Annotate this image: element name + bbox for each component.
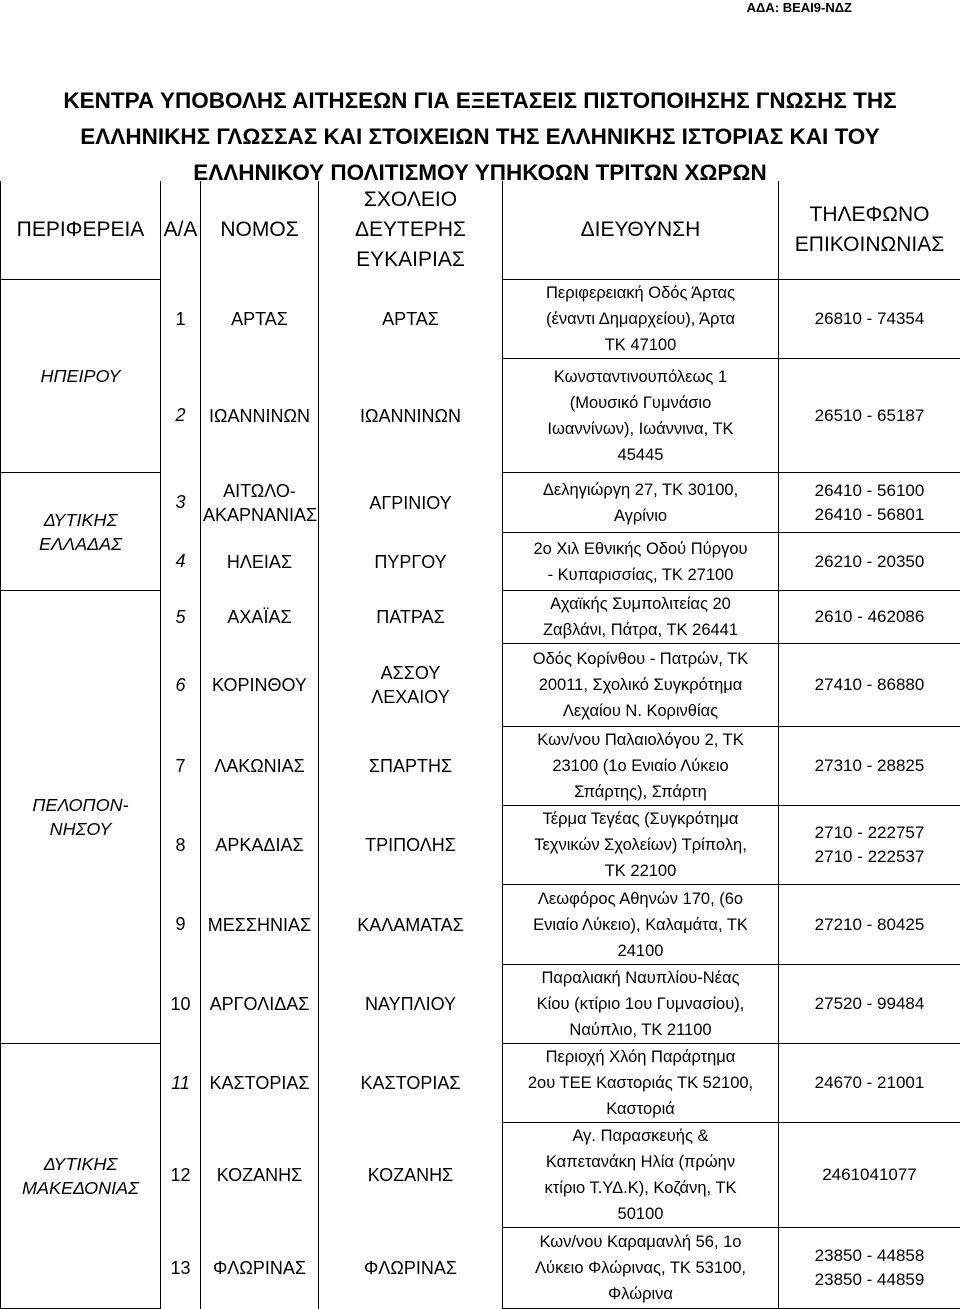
school-line: ΤΡΙΠΟΛΗΣ xyxy=(321,833,500,857)
header-nomos: ΝΟΜΟΣ xyxy=(201,181,319,280)
row-number: 9 xyxy=(161,885,201,965)
address-cell xyxy=(503,1228,779,1309)
address-cell xyxy=(503,644,779,727)
address-line: 45445 xyxy=(505,442,776,468)
header-phone-line: ΕΠΙΚΟΙΝΩΝΙΑΣ xyxy=(781,230,958,260)
phone-cell xyxy=(779,533,960,591)
phone-line: 27410 - 86880 xyxy=(781,673,958,697)
phone-cell xyxy=(779,1044,960,1123)
phone-line: 27520 - 99484 xyxy=(781,992,958,1016)
nomos-cell xyxy=(201,359,319,473)
school-line: ΚΟΖΑΝΗΣ xyxy=(321,1163,500,1187)
school-cell xyxy=(319,885,503,965)
address-line: κτίριο Τ.ΥΔ.Κ), Κοζάνη, ΤΚ xyxy=(505,1175,776,1201)
phone-line: 2710 - 222757 xyxy=(781,821,958,845)
header-school-line: ΕΥΚΑΙΡΙΑΣ xyxy=(321,245,500,275)
region-label: ΠΕΛΟΠΟΝ- xyxy=(3,793,158,817)
row-number: 4 xyxy=(161,533,201,591)
address-line: Καπετανάκη Ηλία (πρώην xyxy=(505,1149,776,1175)
nomos-line: ΑΙΤΩΛΟ- xyxy=(203,479,316,503)
phone-line: 23850 - 44859 xyxy=(781,1268,958,1292)
address-line: Αγρίνιο xyxy=(505,503,776,529)
nomos-line: ΑΚΑΡΝΑΝΙΑΣ xyxy=(203,503,316,527)
region-cell xyxy=(1,280,161,473)
phone-cell xyxy=(779,280,960,359)
nomos-cell xyxy=(201,280,319,359)
school-line: ΑΡΤΑΣ xyxy=(321,307,500,331)
address-cell xyxy=(503,885,779,965)
region-cell xyxy=(1,1044,161,1309)
address-line: Καστοριά xyxy=(505,1096,776,1122)
address-line: Σπάρτης), Σπάρτη xyxy=(505,779,776,805)
address-cell xyxy=(503,1123,779,1228)
nomos-line: ΑΧΑΪΑΣ xyxy=(203,605,316,629)
address-line: Λεωφόρος Αθηνών 170, (6ο xyxy=(505,886,776,912)
address-line: Περιοχή Χλόη Παράρτημα xyxy=(505,1044,776,1070)
table-row xyxy=(1,473,960,533)
document-title xyxy=(0,83,960,191)
row-number: 12 xyxy=(161,1123,201,1228)
header-school xyxy=(319,181,503,280)
phone-line: 26510 - 65187 xyxy=(781,404,958,428)
table-row xyxy=(1,591,960,644)
address-cell xyxy=(503,533,779,591)
nomos-line: ΚΟΡΙΝΘΟΥ xyxy=(203,673,316,697)
address-cell xyxy=(503,1044,779,1123)
address-line: Παραλιακή Ναυπλίου-Νέας xyxy=(505,965,776,991)
row-number: 2 xyxy=(161,359,201,473)
school-cell xyxy=(319,1044,503,1123)
address-line: ΤΚ 22100 xyxy=(505,858,776,884)
phone-cell xyxy=(779,359,960,473)
school-cell xyxy=(319,727,503,806)
row-number: 5 xyxy=(161,591,201,644)
school-cell xyxy=(319,591,503,644)
header-phone-line: ΤΗΛΕΦΩΝΟ xyxy=(781,200,958,230)
address-line: Ενιαίο Λύκειο), Καλαμάτα, ΤΚ xyxy=(505,912,776,938)
title-line: ΕΛΛΗΝΙΚΟΥ ΠΟΛΙΤΙΣΜΟΥ ΥΠΗΚΟΩΝ ΤΡΙΤΩΝ ΧΩΡΩΝ xyxy=(0,155,960,191)
row-number: 3 xyxy=(161,473,201,533)
header-aa: Α/Α xyxy=(161,181,201,280)
phone-line: 26810 - 74354 xyxy=(781,307,958,331)
phone-line: 26410 - 56801 xyxy=(781,503,958,527)
nomos-cell xyxy=(201,644,319,727)
region-label: ΔΥΤΙΚΗΣ xyxy=(3,1152,158,1176)
phone-cell xyxy=(779,1123,960,1228)
address-line: Λεχαίου Ν. Κορινθίας xyxy=(505,698,776,724)
title-line: ΚΕΝΤΡΑ ΥΠΟΒΟΛΗΣ ΑΙΤΗΣΕΩΝ ΓΙΑ ΕΞΕΤΑΣΕΙΣ ΠΙΣΤΟΠΟΙΗΣΗΣ ΓΝΩΣΗΣ ΤΗΣ xyxy=(0,83,960,119)
address-line: Ιωαννίνων), Ιωάννινα, ΤΚ xyxy=(505,416,776,442)
nomos-line: ΙΩΑΝΝΙΝΩΝ xyxy=(203,404,316,428)
school-line: ΛΕΧΑΙΟΥ xyxy=(321,685,500,709)
region-label: ΕΛΛΑΔΑΣ xyxy=(3,532,158,556)
nomos-line: ΗΛΕΙΑΣ xyxy=(203,550,316,574)
nomos-cell xyxy=(201,885,319,965)
phone-line: 23850 - 44858 xyxy=(781,1244,958,1268)
header-school-line: ΣΧΟΛΕΙΟ xyxy=(321,185,500,215)
address-line: - Κυπαρισσίας, ΤΚ 27100 xyxy=(505,562,776,588)
address-line: Κίου (κτίριο 1ου Γυμνασίου), xyxy=(505,991,776,1017)
table-row xyxy=(1,280,960,359)
address-line: ΤΚ 47100 xyxy=(505,332,776,358)
nomos-line: ΜΕΣΣΗΝΙΑΣ xyxy=(203,913,316,937)
address-line: Δεληγιώργη 27, ΤΚ 30100, xyxy=(505,477,776,503)
address-line: 2ο Χιλ Εθνικής Οδού Πύργου xyxy=(505,536,776,562)
row-number: 13 xyxy=(161,1228,201,1309)
address-line: 20011, Σχολικό Συγκρότημα xyxy=(505,672,776,698)
title-line: ΕΛΛΗΝΙΚΗΣ ΓΛΩΣΣΑΣ ΚΑΙ ΣΤΟΙΧΕΙΩΝ ΤΗΣ ΕΛΛΗΝΙΚΗΣ ΙΣΤΟΡΙΑΣ ΚΑΙ ΤΟΥ xyxy=(0,119,960,155)
address-line: (έναντι Δημαρχείου), Άρτα xyxy=(505,306,776,332)
address-line: 2ου ΤΕΕ Καστοριάς ΤΚ 52100, xyxy=(505,1070,776,1096)
address-line: (Μουσικό Γυμνάσιο xyxy=(505,390,776,416)
phone-cell xyxy=(779,965,960,1044)
ada-code: ΑΔΑ: ΒΕΑΙ9-ΝΔΖ xyxy=(747,0,852,15)
phone-cell xyxy=(779,591,960,644)
header-region: ΠΕΡΙΦΕΡΕΙΑ xyxy=(1,181,161,280)
address-cell xyxy=(503,965,779,1044)
phone-cell xyxy=(779,727,960,806)
school-line: ΚΑΛΑΜΑΤΑΣ xyxy=(321,913,500,937)
phone-cell xyxy=(779,885,960,965)
region-label: ΗΠΕΙΡΟΥ xyxy=(3,364,158,388)
school-line: ΦΛΩΡΙΝΑΣ xyxy=(321,1256,500,1280)
table-row xyxy=(1,1044,960,1123)
address-line: Κων/νου Καραμανλή 56, 1ο xyxy=(505,1229,776,1255)
region-label: ΝΗΣΟΥ xyxy=(3,817,158,841)
school-cell xyxy=(319,533,503,591)
region-label: ΔΥΤΙΚΗΣ xyxy=(3,508,158,532)
address-line: Λύκειο Φλώρινας, ΤΚ 53100, xyxy=(505,1255,776,1281)
nomos-line: ΚΟΖΑΝΗΣ xyxy=(203,1163,316,1187)
phone-cell xyxy=(779,644,960,727)
row-number: 8 xyxy=(161,806,201,885)
school-line: ΑΓΡΙΝΙΟΥ xyxy=(321,491,500,515)
phone-line: 2710 - 222537 xyxy=(781,845,958,869)
address-line: Οδός Κορίνθου - Πατρών, ΤΚ xyxy=(505,646,776,672)
row-number: 10 xyxy=(161,965,201,1044)
nomos-cell xyxy=(201,1123,319,1228)
nomos-line: ΛΑΚΩΝΙΑΣ xyxy=(203,754,316,778)
nomos-line: ΑΡΚΑΔΙΑΣ xyxy=(203,833,316,857)
header-school-line: ΔΕΥΤΕΡΗΣ xyxy=(321,215,500,245)
nomos-cell xyxy=(201,1044,319,1123)
address-line: 23100 (1ο Ενιαίο Λύκειο xyxy=(505,753,776,779)
row-number: 11 xyxy=(161,1044,201,1123)
school-cell xyxy=(319,473,503,533)
school-line: ΝΑΥΠΛΙΟΥ xyxy=(321,992,500,1016)
address-cell xyxy=(503,359,779,473)
address-line: Τέρμα Τεγέας (Συγκρότημα xyxy=(505,806,776,832)
phone-cell xyxy=(779,473,960,533)
nomos-cell xyxy=(201,727,319,806)
row-number: 7 xyxy=(161,727,201,806)
row-number: 1 xyxy=(161,280,201,359)
school-line: ΣΠΑΡΤΗΣ xyxy=(321,754,500,778)
address-line: Ζαβλάνι, Πάτρα, ΤΚ 26441 xyxy=(505,617,776,643)
address-line: Κων/νου Παλαιολόγου 2, ΤΚ xyxy=(505,727,776,753)
phone-line: 27210 - 80425 xyxy=(781,913,958,937)
nomos-cell xyxy=(201,965,319,1044)
phone-line: 2461041077 xyxy=(781,1163,958,1187)
address-line: 50100 xyxy=(505,1201,776,1227)
address-cell xyxy=(503,727,779,806)
school-cell xyxy=(319,280,503,359)
phone-line: 2610 - 462086 xyxy=(781,605,958,629)
phone-line: 24670 - 21001 xyxy=(781,1071,958,1095)
region-cell xyxy=(1,591,161,1044)
nomos-cell xyxy=(201,473,319,533)
address-cell xyxy=(503,806,779,885)
phone-cell xyxy=(779,1228,960,1309)
row-number: 6 xyxy=(161,644,201,727)
nomos-cell xyxy=(201,591,319,644)
phone-cell xyxy=(779,806,960,885)
nomos-line: ΚΑΣΤΟΡΙΑΣ xyxy=(203,1071,316,1095)
address-line: Περιφερειακή Οδός Άρτας xyxy=(505,280,776,306)
school-cell xyxy=(319,359,503,473)
nomos-line: ΦΛΩΡΙΝΑΣ xyxy=(203,1256,316,1280)
nomos-line: ΑΡΤΑΣ xyxy=(203,307,316,331)
school-cell xyxy=(319,1228,503,1309)
phone-line: 26210 - 20350 xyxy=(781,550,958,574)
phone-line: 27310 - 28825 xyxy=(781,754,958,778)
address-line: Αγ. Παρασκευής & xyxy=(505,1123,776,1149)
school-cell xyxy=(319,1123,503,1228)
school-line: ΠΑΤΡΑΣ xyxy=(321,605,500,629)
header-address: ΔΙΕΥΘΥΝΣΗ xyxy=(503,181,779,280)
school-cell xyxy=(319,965,503,1044)
school-line: ΚΑΣΤΟΡΙΑΣ xyxy=(321,1071,500,1095)
school-line: ΑΣΣΟΥ xyxy=(321,661,500,685)
phone-line: 26410 - 56100 xyxy=(781,479,958,503)
school-cell xyxy=(319,806,503,885)
address-cell xyxy=(503,473,779,533)
school-line: ΠΥΡΓΟΥ xyxy=(321,550,500,574)
nomos-cell xyxy=(201,806,319,885)
address-line: Ναύπλιο, ΤΚ 21100 xyxy=(505,1017,776,1043)
region-label: ΜΑΚΕΔΟΝΙΑΣ xyxy=(3,1176,158,1200)
address-line: 24100 xyxy=(505,938,776,964)
nomos-cell xyxy=(201,1228,319,1309)
address-line: Κωνσταντινουπόλεως 1 xyxy=(505,364,776,390)
address-cell xyxy=(503,591,779,644)
school-cell xyxy=(319,644,503,727)
address-line: Τεχνικών Σχολείων) Τρίπολη, xyxy=(505,832,776,858)
address-cell xyxy=(503,280,779,359)
nomos-line: ΑΡΓΟΛΙΔΑΣ xyxy=(203,992,316,1016)
table-body xyxy=(1,280,960,1309)
region-cell xyxy=(1,473,161,591)
school-line: ΙΩΑΝΝΙΝΩΝ xyxy=(321,404,500,428)
header-row xyxy=(1,181,960,280)
address-line: Αχαϊκής Συμπολιτείας 20 xyxy=(505,591,776,617)
nomos-cell xyxy=(201,533,319,591)
address-line: Φλώρινα xyxy=(505,1281,776,1307)
centers-table xyxy=(0,181,960,1309)
header-phone xyxy=(779,181,960,280)
